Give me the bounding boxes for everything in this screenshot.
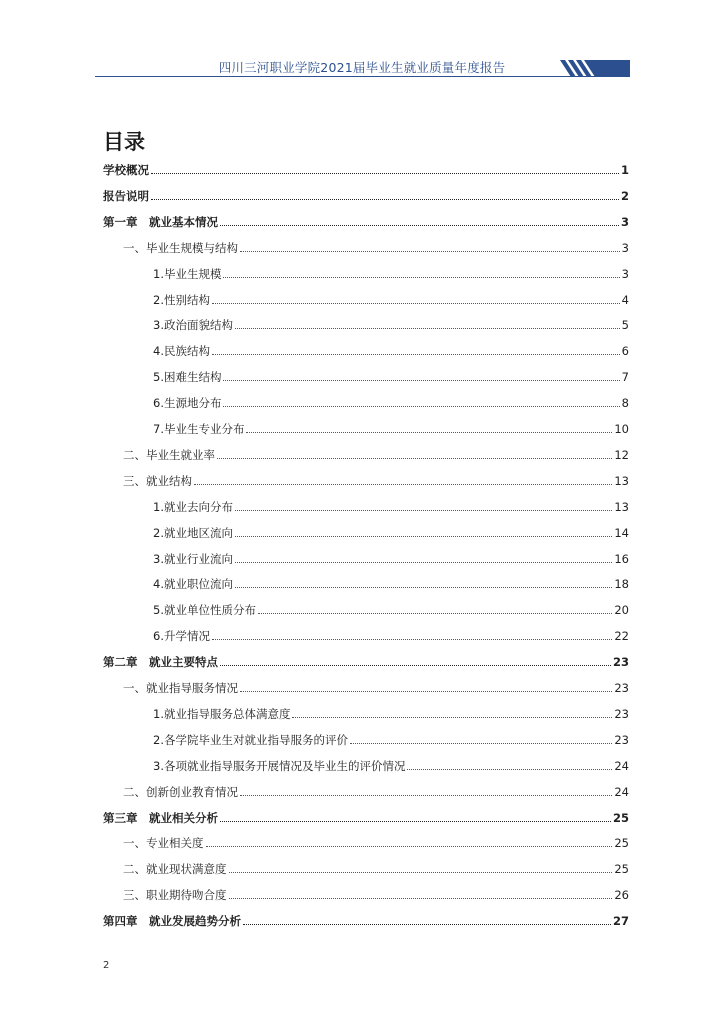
toc-entry-page: 12	[614, 447, 629, 462]
toc-leader-dots	[240, 251, 620, 252]
toc-entry[interactable]	[123, 471, 629, 489]
toc-entry-page: 3	[621, 266, 629, 281]
toc-entry-page: 20	[614, 603, 629, 618]
toc-leader-dots	[292, 717, 612, 718]
toc-leader-dots	[151, 199, 619, 200]
toc-entry-page: 25	[614, 836, 629, 851]
toc-title: 目录	[103, 130, 145, 154]
toc-entry-page: 23	[612, 655, 629, 670]
toc-entry-page: 13	[614, 499, 629, 514]
toc-entry-label: 一、就业指导服务情况	[123, 681, 238, 695]
toc-entry[interactable]	[153, 497, 629, 515]
toc-entry-page: 6	[621, 344, 629, 359]
toc-entry-page: 23	[614, 706, 629, 721]
toc-entry-label: 4.就业职位流向	[153, 577, 233, 592]
toc-leader-dots	[212, 639, 612, 640]
toc-leader-dots	[407, 769, 612, 770]
toc-leader-dots	[206, 846, 613, 847]
toc-entry-label: 二、创新创业教育情况	[123, 784, 238, 799]
toc-entry-page: 10	[614, 422, 629, 436]
toc-entry[interactable]	[153, 264, 629, 282]
toc-entry[interactable]	[153, 523, 629, 541]
toc-entry[interactable]	[123, 885, 629, 903]
toc-entry-page: 24	[614, 784, 629, 799]
toc-entry[interactable]	[123, 833, 629, 851]
toc-entry[interactable]	[153, 730, 629, 748]
report-header-title: 四川三河职业学院2021届毕业生就业质量年度报告	[218, 60, 506, 75]
toc-entry-label: 第三章 就业相关分析	[103, 810, 218, 825]
toc-entry-label: 第二章 就业主要特点	[103, 655, 218, 670]
toc-entry-label: 2.各学院毕业生对就业指导服务的评价	[153, 732, 348, 747]
toc-entry-page: 23	[614, 732, 629, 747]
toc-leader-dots	[194, 484, 612, 485]
toc-leader-dots	[258, 613, 612, 614]
toc-entry-label: 6.升学情况	[153, 629, 210, 644]
toc-entry-label: 第四章 就业发展趋势分析	[103, 914, 241, 929]
toc-entry-label: 二、就业现状满意度	[123, 862, 227, 877]
toc-leader-dots	[235, 536, 612, 537]
toc-entry[interactable]	[153, 367, 629, 385]
toc-entry[interactable]	[103, 186, 629, 204]
toc-entry[interactable]	[153, 290, 629, 308]
toc-entry[interactable]	[153, 315, 629, 333]
toc-leader-dots	[223, 406, 619, 407]
toc-entry-page: 1	[620, 163, 629, 177]
toc-entry-page: 7	[621, 370, 629, 385]
toc-entry-label: 5.就业单位性质分布	[153, 603, 256, 618]
toc-entry-page: 13	[614, 473, 629, 488]
toc-leader-dots	[229, 898, 613, 899]
toc-entry-label: 3.就业行业流向	[153, 551, 233, 566]
toc-entry[interactable]	[123, 678, 629, 696]
toc-entry-label: 3.各项就业指导服务开展情况及毕业生的评价情况	[153, 758, 406, 773]
toc-entry-label: 3.政治面貌结构	[153, 318, 233, 333]
toc-entry-label: 三、职业期待吻合度	[123, 888, 227, 903]
toc-leader-dots	[243, 924, 611, 925]
toc-leader-dots	[240, 795, 612, 796]
toc-entry[interactable]	[153, 419, 629, 437]
toc-entry-label: 1.就业指导服务总体满意度	[153, 706, 291, 721]
toc-entry[interactable]	[153, 626, 629, 644]
toc-entry-page: 18	[614, 577, 629, 592]
toc-entry-label: 1.毕业生规模	[153, 266, 222, 281]
toc-entry[interactable]	[103, 652, 629, 670]
toc-entry-label: 5.困难生结构	[153, 370, 222, 385]
toc-entry[interactable]	[153, 704, 629, 722]
toc-leader-dots	[212, 303, 620, 304]
toc-leader-dots	[235, 510, 612, 511]
toc-entry[interactable]	[103, 911, 629, 929]
toc-leader-dots	[229, 872, 613, 873]
toc-entry[interactable]	[153, 574, 629, 592]
toc-leader-dots	[235, 562, 612, 563]
toc-entry-page: 23	[614, 681, 629, 695]
toc-leader-dots	[151, 173, 619, 174]
toc-entry-page: 22	[614, 629, 629, 644]
toc-entry-page: 8	[621, 396, 629, 411]
toc-entry-label: 二、毕业生就业率	[123, 447, 215, 462]
toc-entry[interactable]	[153, 756, 629, 774]
toc-entry-label: 2.就业地区流向	[153, 525, 233, 540]
toc-entry-page: 3	[621, 240, 629, 255]
toc-entry[interactable]	[153, 393, 629, 411]
toc-leader-dots	[217, 458, 612, 459]
toc-entry-page: 16	[614, 551, 629, 566]
toc-entry[interactable]	[123, 859, 629, 877]
toc-entry-label: 一、毕业生规模与结构	[123, 240, 238, 255]
toc-leader-dots	[220, 821, 611, 822]
toc-leader-dots	[223, 277, 619, 278]
toc-entry-page: 14	[614, 525, 629, 540]
toc-entry[interactable]	[153, 549, 629, 567]
toc-leader-dots	[235, 587, 612, 588]
header-divider	[95, 76, 630, 77]
toc-leader-dots	[240, 691, 612, 692]
toc-entry-page: 5	[621, 318, 629, 333]
toc-entry-page: 4	[621, 292, 629, 307]
page-number: 2	[103, 960, 110, 971]
toc-entry-page: 3	[620, 214, 629, 229]
toc-entry-page: 25	[614, 862, 629, 877]
toc-entry-page: 26	[614, 888, 629, 903]
toc-leader-dots	[212, 354, 620, 355]
toc-entry-page: 24	[614, 758, 629, 773]
toc-leader-dots	[350, 743, 612, 744]
toc-leader-dots	[220, 225, 619, 226]
toc-entry[interactable]	[123, 782, 629, 800]
toc-entry-page: 2	[620, 188, 629, 203]
toc-entry[interactable]	[153, 341, 629, 359]
toc-entry[interactable]	[103, 160, 629, 178]
toc-entry-page: 25	[612, 810, 629, 825]
toc-entry-label: 1.就业去向分布	[153, 499, 233, 514]
toc-leader-dots	[220, 665, 611, 666]
toc-leader-dots	[235, 328, 620, 329]
toc-entry-label: 6.生源地分布	[153, 396, 222, 411]
toc-entry[interactable]	[103, 212, 629, 230]
toc-entry-label: 一、专业相关度	[123, 836, 204, 851]
toc-entry[interactable]	[153, 600, 629, 618]
toc-entry-label: 2.性别结构	[153, 292, 210, 307]
toc-leader-dots	[246, 432, 612, 433]
toc-entry-label: 4.民族结构	[153, 344, 210, 359]
header-stripes-decoration	[560, 60, 630, 77]
toc-entry-label: 第一章 就业基本情况	[103, 214, 218, 229]
toc-entry-label: 7.毕业生专业分布	[153, 422, 245, 436]
toc-entry-label: 三、就业结构	[123, 473, 192, 488]
toc-entry[interactable]	[103, 808, 629, 826]
toc-leader-dots	[223, 380, 619, 381]
toc-entry-label: 报告说明	[103, 188, 149, 203]
toc-entry[interactable]	[123, 445, 629, 463]
toc-entry-label: 学校概况	[103, 163, 149, 177]
toc-entry-page: 27	[612, 914, 629, 929]
toc-entry[interactable]	[123, 238, 629, 256]
